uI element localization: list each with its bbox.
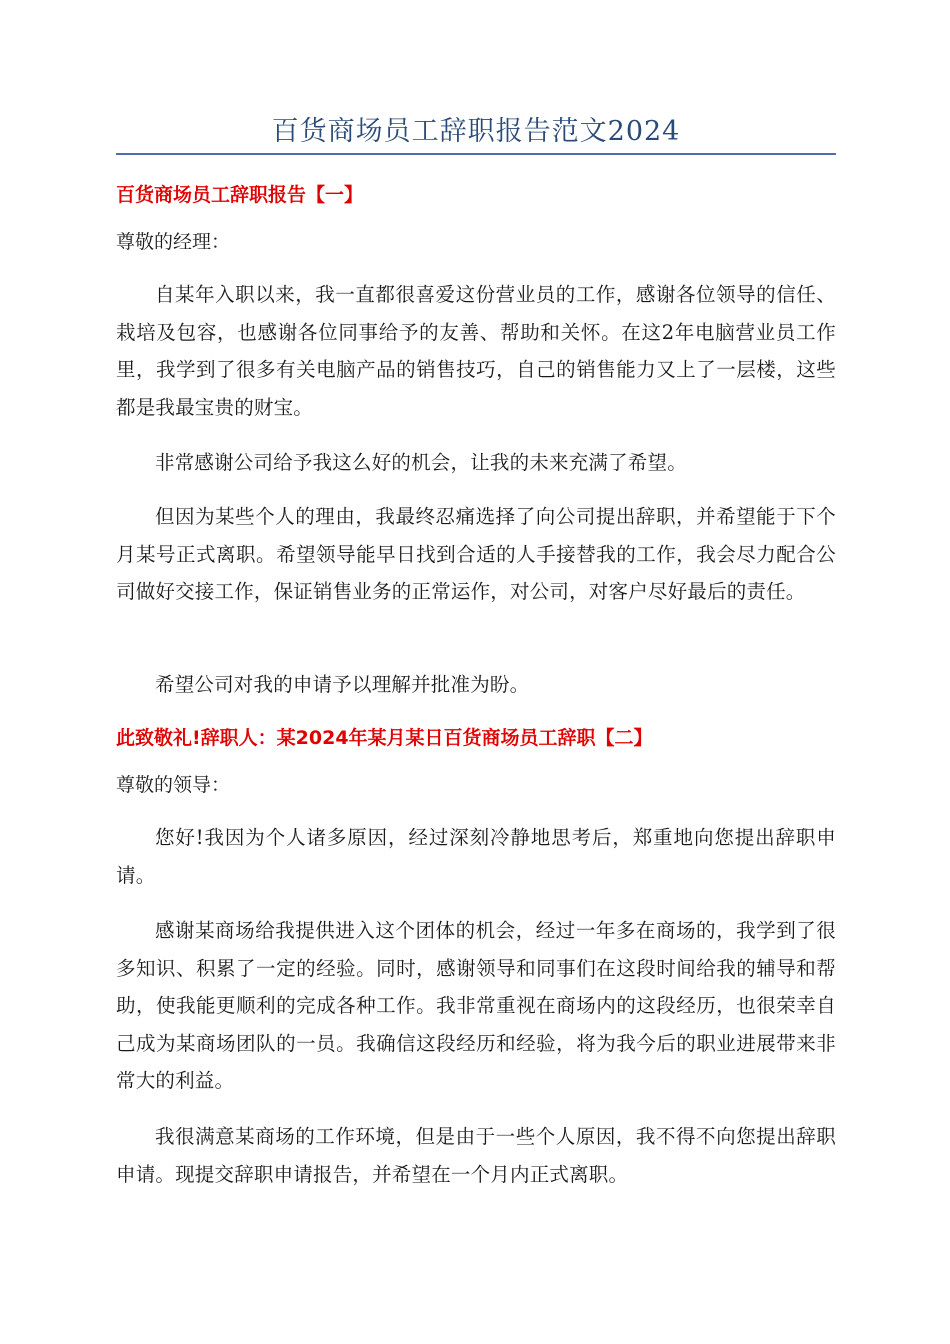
- paragraph: 希望公司对我的申请予以理解并批准为盼。: [155, 673, 530, 696]
- section-heading-2: 此致敬礼!辞职人：某2024年某月某日百货商场员工辞职【二】: [116, 727, 653, 749]
- salutation-2: 尊敬的领导：: [116, 774, 231, 796]
- paragraph: 但因为某些个人的理由，我最终忍痛选择了向公司提出辞职，并希望能于下个月某号正式离职。希望领导能早日找到合适的人手接替我的工作，我会尽力配合公司做好交接工作，保证销售业务的正常运作，对公司，对客户尽好最后的责任。: [116, 505, 836, 603]
- document-title: 百货商场员工辞职报告范文2024: [271, 116, 681, 147]
- salutation-1: 尊敬的经理：: [116, 231, 231, 253]
- paragraph: 感谢某商场给我提供进入这个团体的机会，经过一年多在商场的，我学到了很多知识、积累了一定的经验。同时，感谢领导和同事们在这段时间给我的辅导和帮助，使我能更顺利的完成各种工作。我非常重视在商场内的这段经历，也很荣幸自己成为某商场团队的一员。我确信这段经历和经验，将为我今后的职业进展带来非常大的利益。: [116, 919, 836, 1092]
- section-heading-1: 百货商场员工辞职报告【一】: [116, 184, 364, 206]
- paragraph: 非常感谢公司给予我这么好的机会，让我的未来充满了希望。: [155, 451, 687, 474]
- paragraph: 自某年入职以来，我一直都很喜爱这份营业员的工作，感谢各位领导的信任、栽培及包容，也感谢各位同事给予的友善、帮助和关怀。在这2年电脑营业员工作里，我学到了很多有关电脑产品的销售技巧，自己的销售能力又上了一层楼，这些都是我最宝贵的财宝。: [116, 283, 836, 419]
- paragraph: 您好!我因为个人诸多原因，经过深刻冷静地思考后，郑重地向您提出辞职申请。: [116, 826, 836, 887]
- paragraph: 我很满意某商场的工作环境，但是由于一些个人原因，我不得不向您提出辞职申请。现提交辞职申请报告，并希望在一个月内正式离职。: [116, 1125, 836, 1186]
- title-divider: [116, 153, 836, 155]
